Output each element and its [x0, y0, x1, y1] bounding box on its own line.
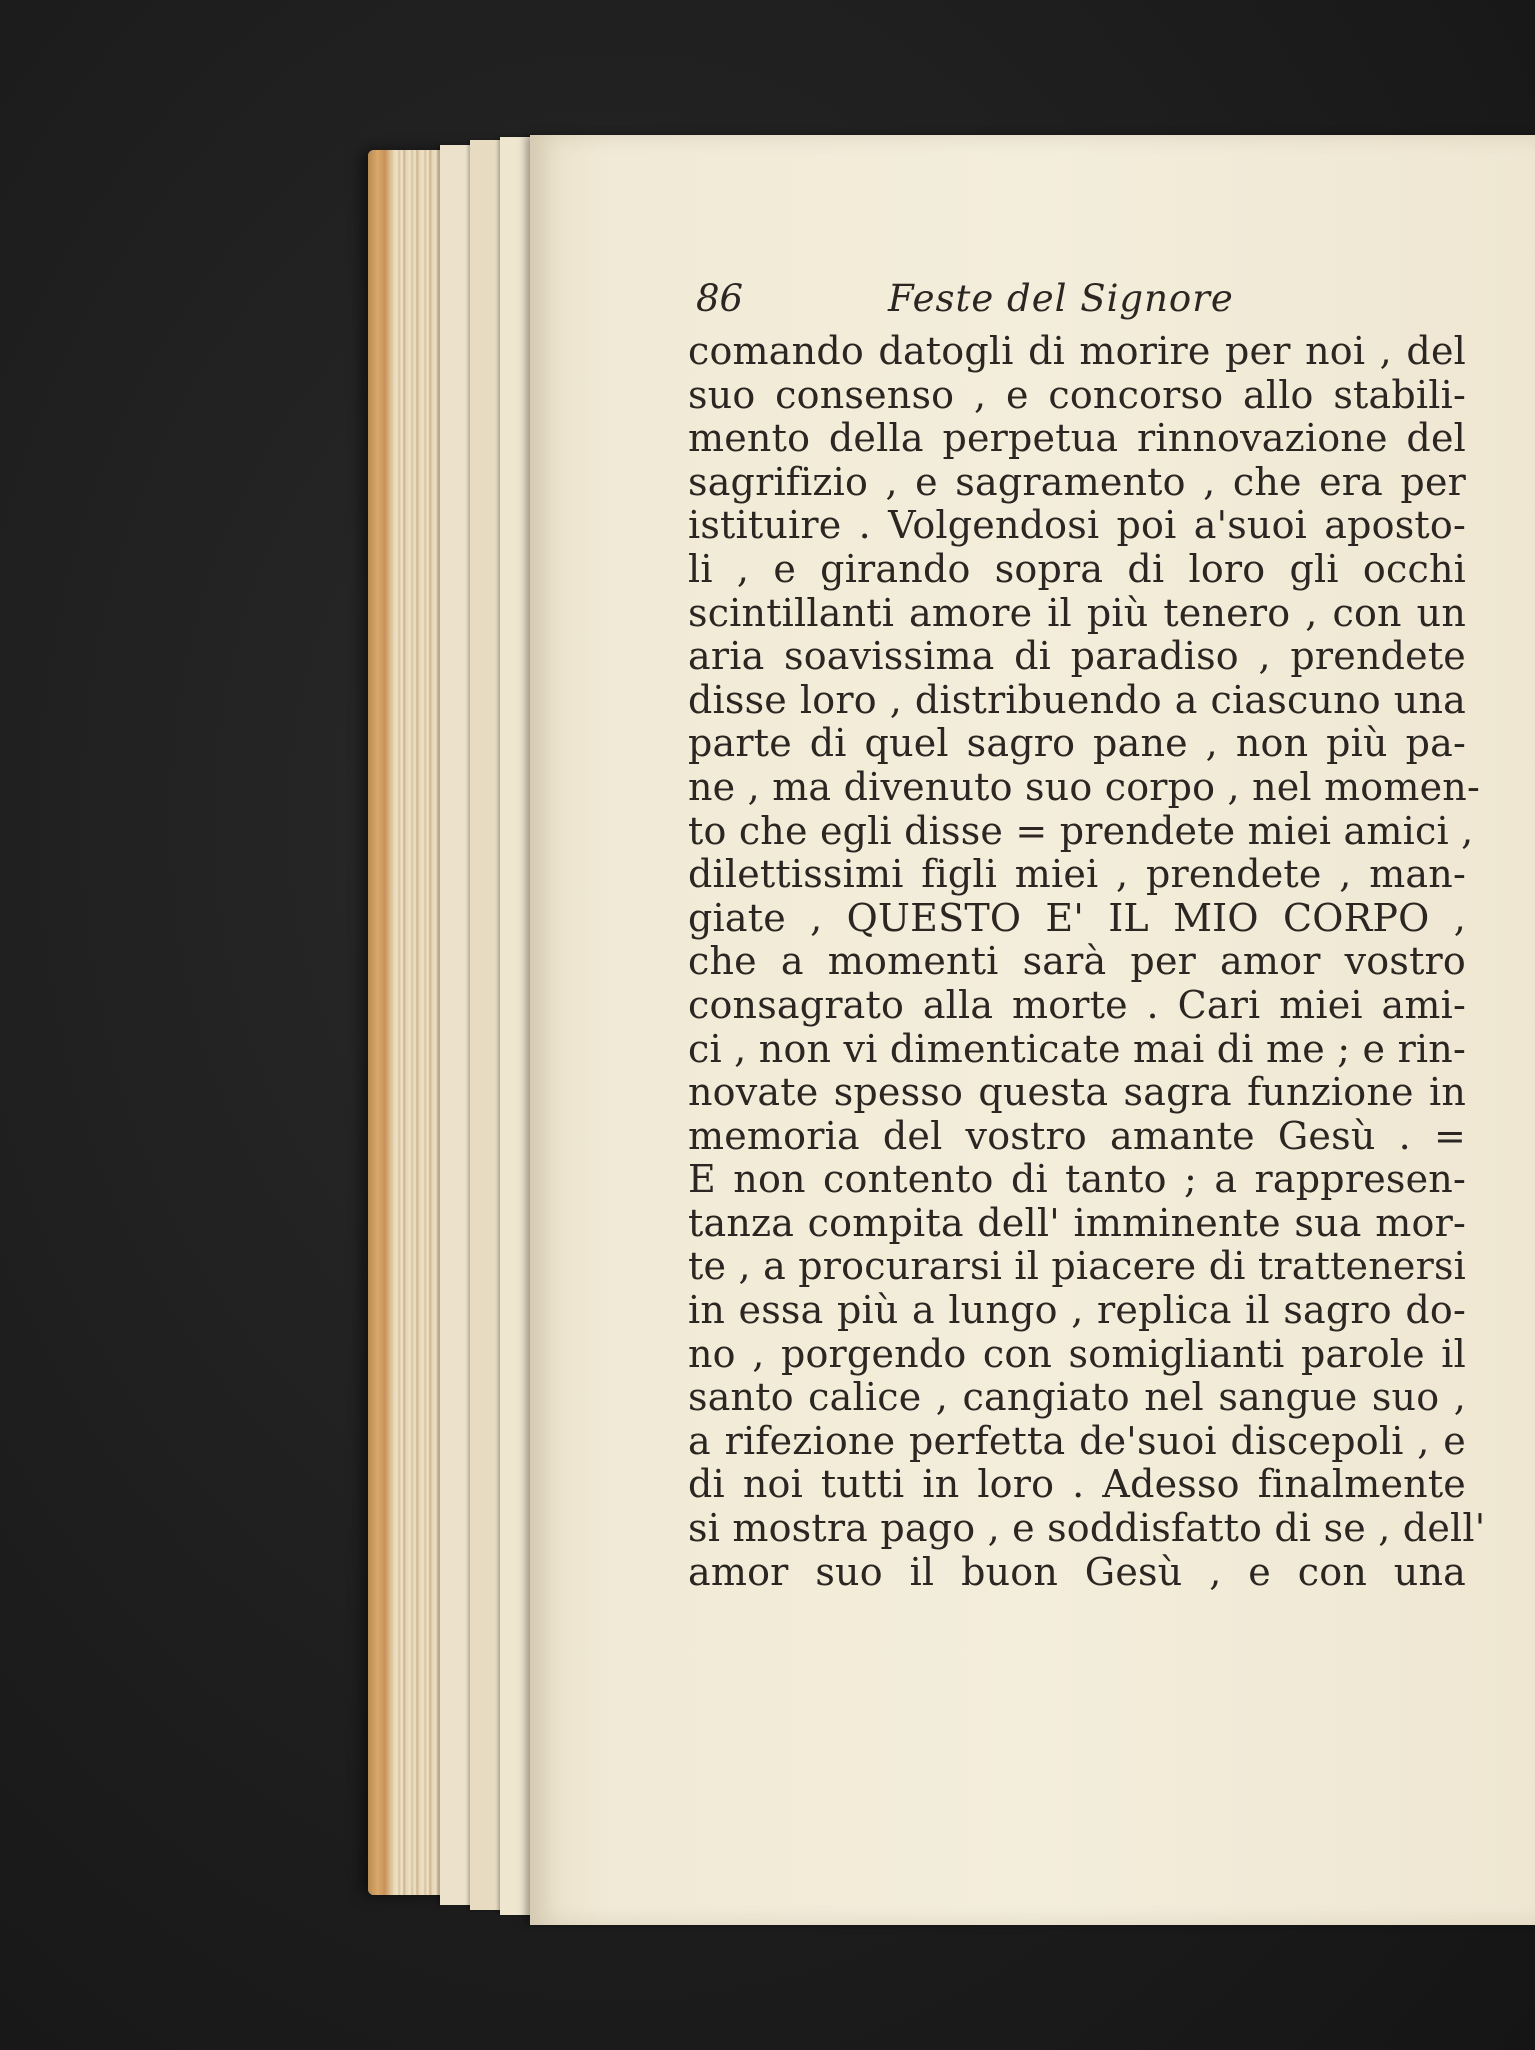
running-head: [688, 268, 1466, 330]
text-line: ci , non vi dimenticate mai di me ; e rin-: [688, 1026, 1466, 1071]
text-line: che a momenti sarà per amor vostro: [688, 939, 1466, 984]
text-line: novate spesso questa sagra funzione in: [688, 1070, 1466, 1115]
text-line: santo calice , cangiato nel sangue suo ,: [688, 1375, 1466, 1420]
text-line: istituire . Volgendosi poi a'suoi aposto-: [688, 503, 1466, 548]
text-line: parte di quel sagro pane , non più pa-: [688, 721, 1466, 766]
text-line: in essa più a lungo , replica il sagro do-: [688, 1288, 1466, 1333]
gilt-page-edge: [368, 150, 392, 1895]
text-line: scintillanti amore il più tenero , con un: [688, 590, 1466, 635]
running-head-title: Feste del Signore: [888, 277, 1234, 320]
text-line: tanza compita dell' imminente sua mor-: [688, 1200, 1466, 1245]
text-line: no , porgendo con somiglianti parole il: [688, 1331, 1466, 1376]
text-line: dilettissimi figli miei , prendete , man-: [688, 852, 1466, 897]
text-line: giate , QUESTO E' IL MIO CORPO ,: [688, 895, 1466, 940]
text-line: memoria del vostro amante Gesù . =: [688, 1113, 1466, 1158]
text-line: E non contento di tanto ; a rappresen-: [688, 1157, 1466, 1202]
text-line: te , a procurarsi il piacere di trattenersi: [688, 1244, 1466, 1289]
text-line: li , e girando sopra di loro gli occhi: [688, 546, 1466, 591]
text-line: to che egli disse = prendete miei amici ,: [688, 808, 1474, 853]
page-text-block: [688, 268, 1486, 1594]
text-line: suo consenso , e concorso allo stabili-: [688, 372, 1466, 417]
text-line: sagrifizio , e sagramento , che era per: [688, 459, 1466, 504]
text-line: comando datogli di morire per noi , del: [688, 329, 1466, 373]
text-line: consagrato alla morte . Cari miei ami-: [688, 982, 1466, 1027]
page-number: 86: [696, 277, 744, 320]
text-line: mento della perpetua rinnovazione del: [688, 416, 1466, 461]
text-line: si mostra pago , e soddisfatto di se , dell': [688, 1506, 1486, 1551]
text-line: amor suo il buon Gesù , e con una: [688, 1549, 1466, 1594]
text-line: di noi tutti in loro . Adesso finalmente: [688, 1462, 1466, 1507]
text-lines: [688, 329, 1486, 1594]
text-line: aria soavissima di paradiso , prendete: [688, 634, 1466, 679]
text-line: disse loro , distribuendo a ciascuno una: [688, 677, 1466, 722]
text-line: ne , ma divenuto suo corpo , nel momen-: [688, 764, 1481, 809]
text-line: a rifezione perfetta de'suoi discepoli , e: [688, 1418, 1466, 1463]
